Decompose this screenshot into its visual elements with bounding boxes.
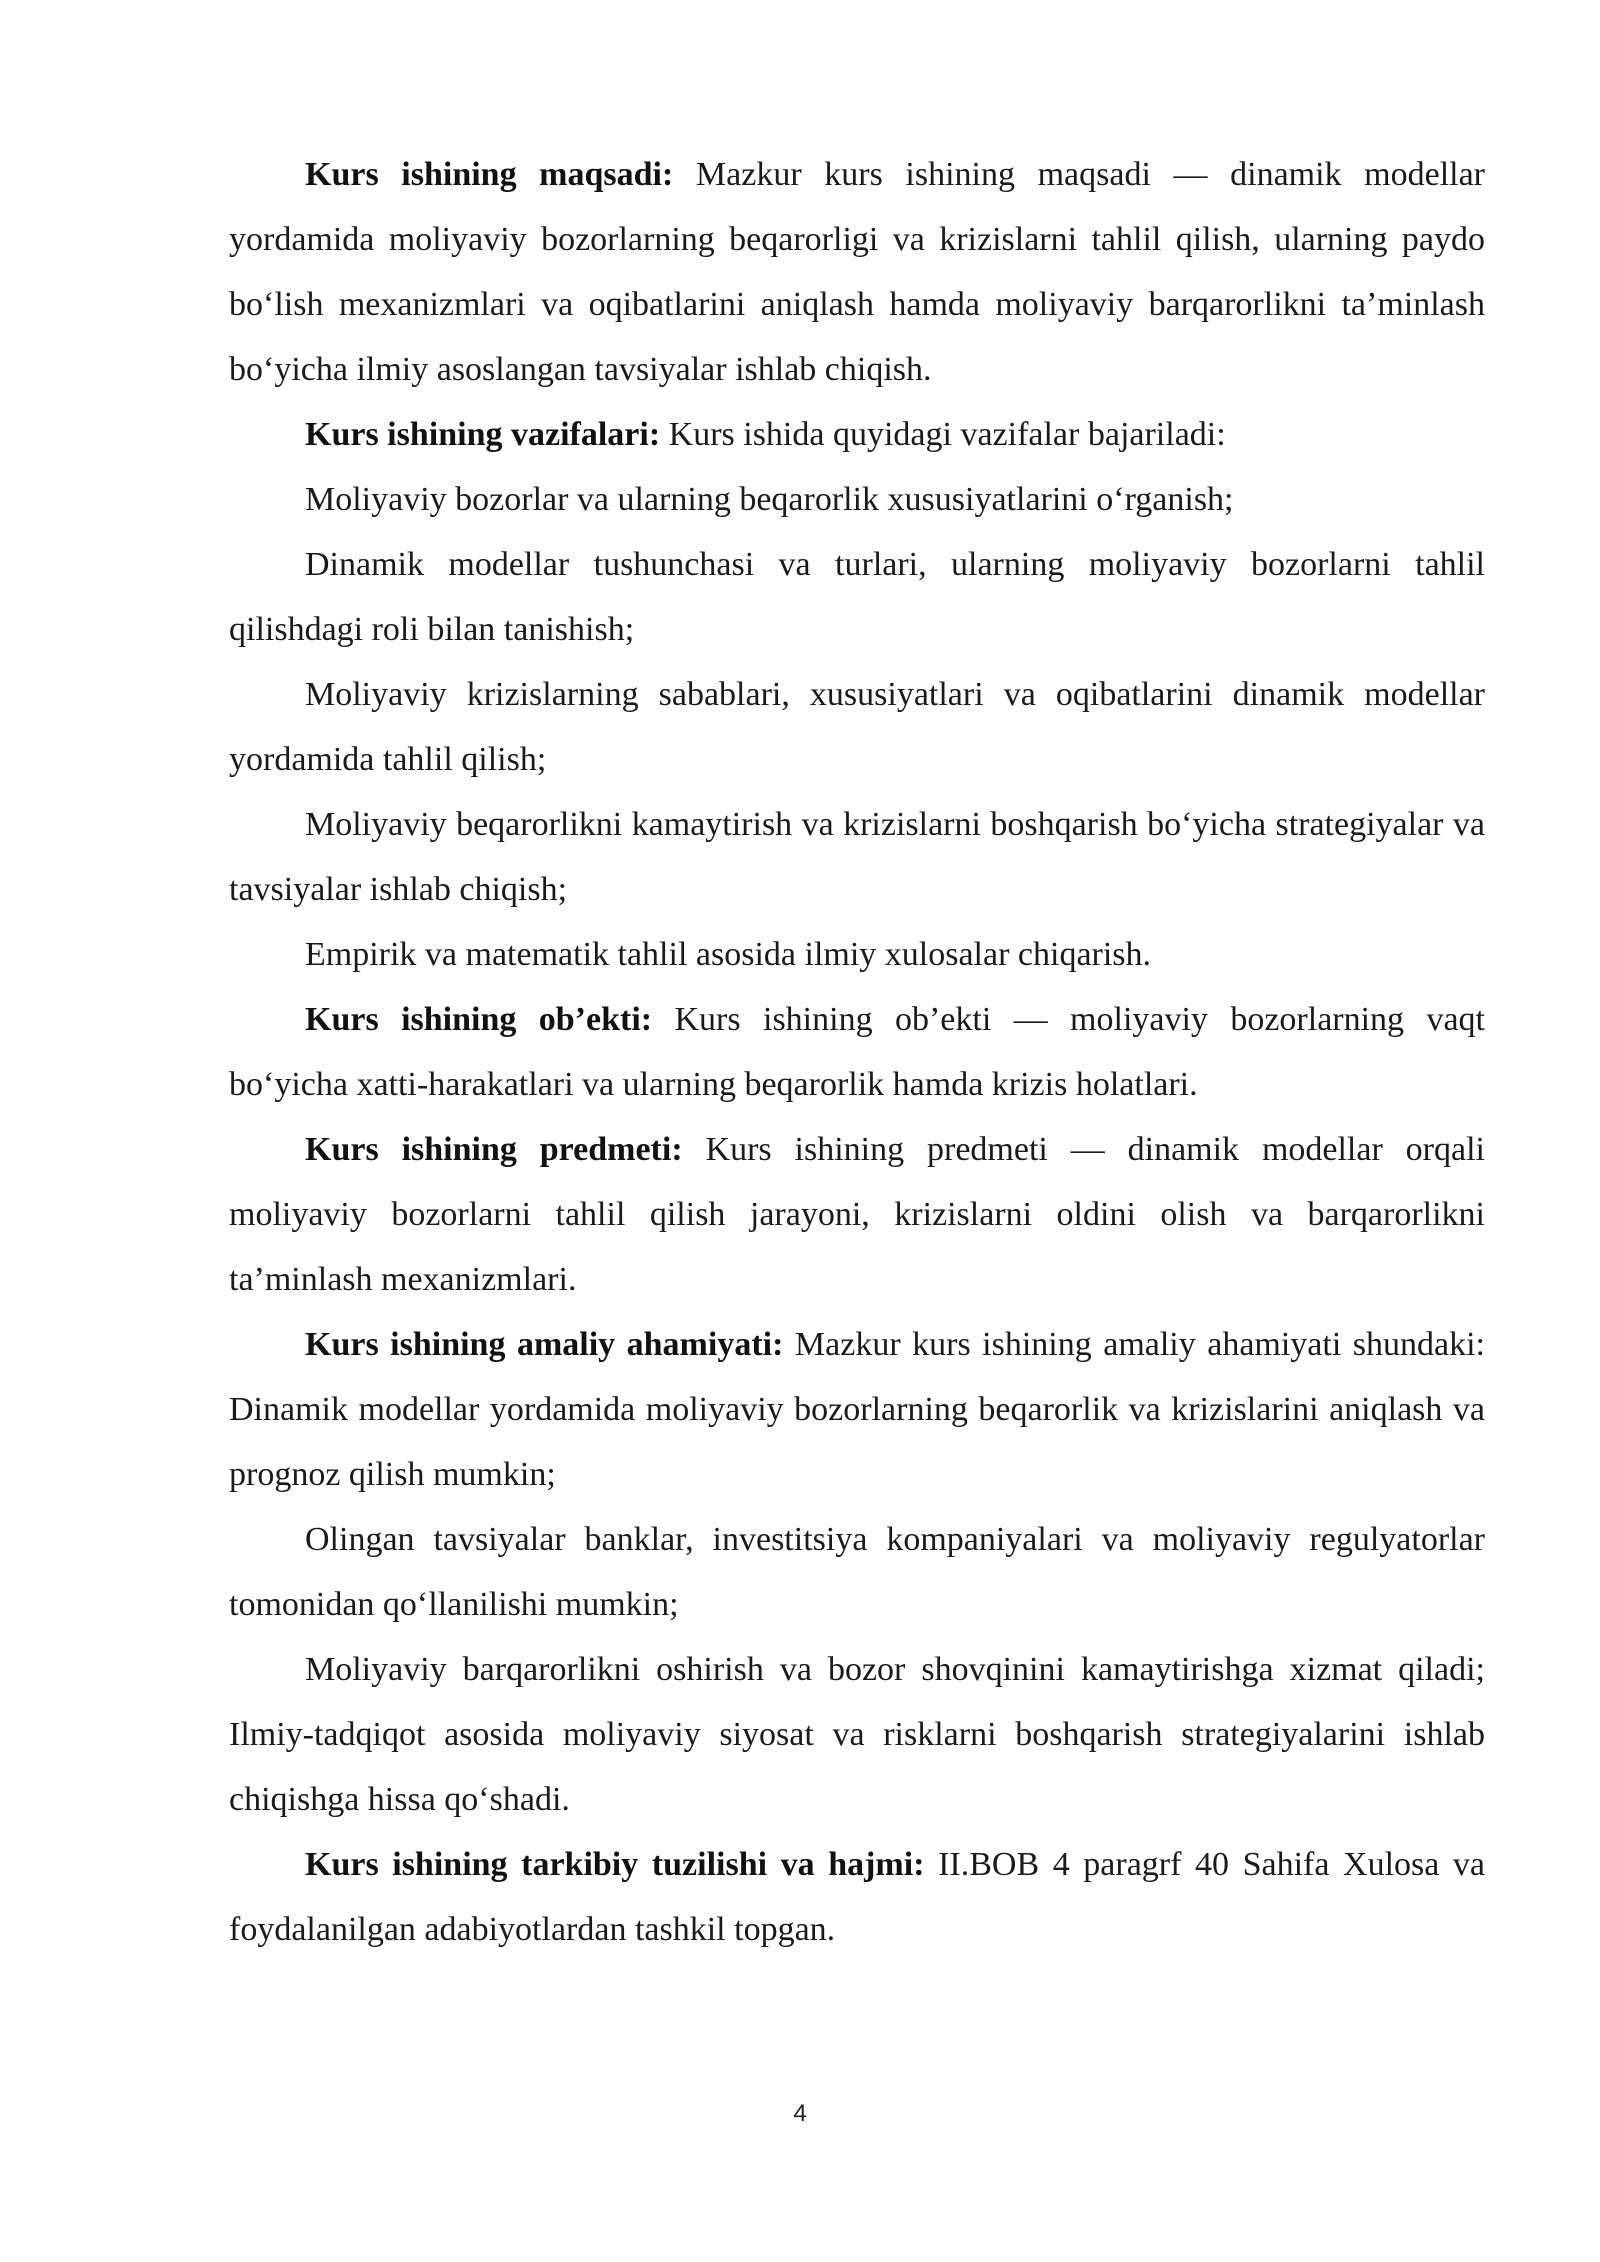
paragraph-heading: Kurs ishining ob’ekti: [305, 1001, 653, 1038]
paragraph-text: Mazkur kurs ishining maqsadi — dinamik modellar yordamida moliyaviy bozorlarning beqarorligi va krizislarni tahlil qilish, ularning paydo bo‘lish mexanizmlari va oqibatlarini aniqlash hamda moliyaviy barqarorlikni ta’minlash bo‘yicha ilmiy asoslangan tavsiyalar ishlab chiqish. [229, 156, 1485, 388]
paragraph-heading: Kurs ishining maqsadi: [305, 156, 674, 193]
paragraph-obekti [229, 987, 1485, 1117]
task-item [229, 922, 1485, 987]
paragraph-text: Moliyaviy barqarorlikni oshirish va bozor shovqinini kamaytirishga xizmat qiladi; Ilmiy-tadqiqot asosida moliyaviy siyosat va risklarni boshqarish strategiyalarini ishlab chiqishga hissa qo‘shadi. [229, 1651, 1485, 1818]
paragraph-text: II.BOB 4 paragrf 40 Sahifa Xulosa va foydalanilgan adabiyotlardan tashkil topgan. [229, 1846, 1485, 1948]
paragraph-vazifalari [229, 402, 1485, 467]
paragraph-amaliy-ahamiyati [229, 1312, 1485, 1507]
paragraph-text: Mazkur kurs ishining amaliy ahamiyati shundaki: Dinamik modellar yordamida moliyaviy bozorlarning beqarorlik va krizislarini aniqlash va prognoz qilish mumkin; [229, 1326, 1485, 1493]
task-item [229, 467, 1485, 532]
paragraph-heading: Kurs ishining vazifalari: [305, 416, 661, 453]
task-item [229, 792, 1485, 922]
paragraph-heading: Kurs ishining amaliy ahamiyati: [305, 1326, 784, 1363]
paragraph-tarkibiy-tuzilishi [229, 1832, 1485, 1962]
paragraph-text: Kurs ishining ob’ekti — moliyaviy bozorlarning vaqt bo‘yicha xatti-harakatlari va ularning beqarorlik hamda krizis holatlari. [229, 1001, 1485, 1103]
body-text [229, 142, 1485, 1962]
page-number: 4 [793, 2100, 807, 2127]
paragraph-text: Moliyaviy krizislarning sabablari, xususiyatlari va oqibatlarini dinamik modellar yordamida tahlil qilish; [229, 676, 1485, 778]
paragraph-text: Moliyaviy bozorlar va ularning beqarorlik xususiyatlarini o‘rganish; [305, 481, 1234, 518]
paragraph-text: Moliyaviy beqarorlikni kamaytirish va krizislarni boshqarish bo‘yicha strategiyalar va tavsiyalar ishlab chiqish; [229, 806, 1485, 908]
task-item [229, 532, 1485, 662]
paragraph-text: Dinamik modellar tushunchasi va turlari, ularning moliyaviy bozorlarni tahlil qilishdagi roli bilan tanishish; [229, 546, 1485, 648]
significance-item [229, 1637, 1485, 1832]
task-item [229, 662, 1485, 792]
paragraph-maqsadi [229, 142, 1485, 402]
paragraph-text: Empirik va matematik tahlil asosida ilmiy xulosalar chiqarish. [305, 936, 1152, 973]
paragraph-text: Kurs ishining predmeti — dinamik modellar orqali moliyaviy bozorlarni tahlil qilish jarayoni, krizislarni oldini olish va barqarorlikni ta’minlash mexanizmlari. [229, 1131, 1485, 1298]
paragraph-text: Kurs ishida quyidagi vazifalar bajariladi: [660, 416, 1226, 453]
significance-item [229, 1507, 1485, 1637]
paragraph-predmeti [229, 1117, 1485, 1312]
paragraph-heading: Kurs ishining predmeti: [305, 1131, 683, 1168]
paragraph-heading: Kurs ishining tarkibiy tuzilishi va hajmi: [305, 1846, 925, 1883]
paragraph-text: Olingan tavsiyalar banklar, investitsiya kompaniyalari va moliyaviy regulyatorlar tomonidan qo‘llanilishi mumkin; [229, 1521, 1485, 1623]
